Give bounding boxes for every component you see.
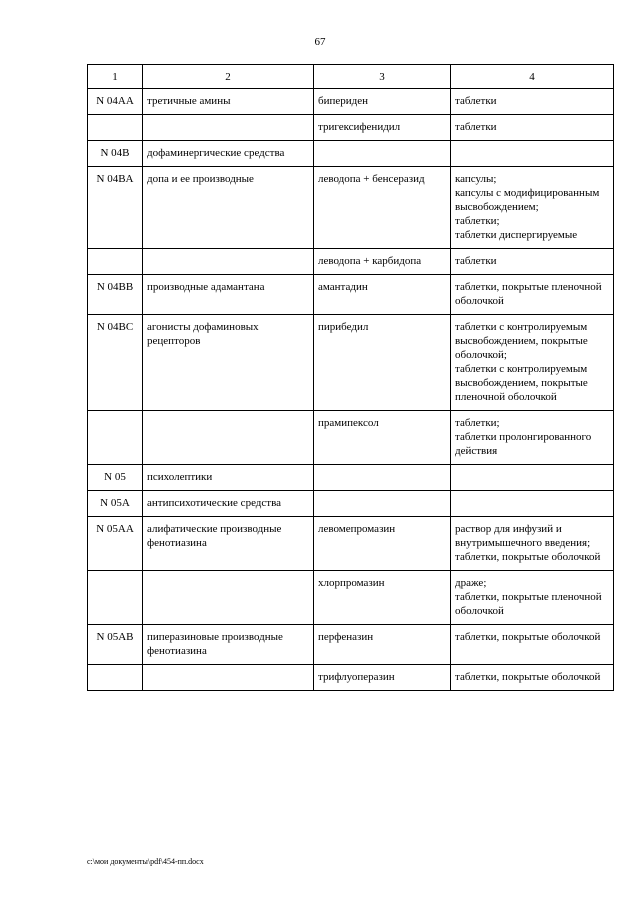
header-cell: 4 xyxy=(451,65,614,89)
table-row xyxy=(88,249,614,275)
table-row xyxy=(88,115,614,141)
header-cell: 3 xyxy=(314,65,451,89)
dosage-forms-cell xyxy=(451,571,614,625)
group-name-cell xyxy=(143,115,314,141)
dosage-form-line: таблетки, покрытые пленочной оболочкой xyxy=(455,591,602,617)
dosage-form-line: таблетки xyxy=(455,121,497,133)
table-row xyxy=(88,465,614,491)
header-cell: 1 xyxy=(88,65,143,89)
group-name-cell xyxy=(143,665,314,691)
dosage-forms-cell xyxy=(451,275,614,315)
dosage-form-line: таблетки xyxy=(455,95,497,107)
dosage-forms-cell xyxy=(451,167,614,249)
group-name-cell xyxy=(143,571,314,625)
atc-code-cell: N 05AB xyxy=(88,625,143,665)
dosage-forms-cell xyxy=(451,411,614,465)
header-cell: 2 xyxy=(143,65,314,89)
group-name-cell: пиперазиновые производные фенотиазина xyxy=(143,625,314,665)
dosage-forms-cell xyxy=(451,115,614,141)
group-name-cell xyxy=(143,249,314,275)
table-row xyxy=(88,665,614,691)
atc-code-cell: N 04BC xyxy=(88,315,143,411)
group-name-cell: агонисты дофаминовых рецепторов xyxy=(143,315,314,411)
group-name-cell: производные адамантана xyxy=(143,275,314,315)
drug-name-cell xyxy=(314,465,451,491)
dosage-form-line: раствор для инфузий и внутримышечного введения; xyxy=(455,523,591,549)
atc-code-cell: N 04AA xyxy=(88,89,143,115)
group-name-cell: третичные амины xyxy=(143,89,314,115)
dosage-forms-cell xyxy=(451,89,614,115)
drug-name-cell: перфеназин xyxy=(314,625,451,665)
drug-name-cell: хлорпромазин xyxy=(314,571,451,625)
drug-name-cell: тригексифенидил xyxy=(314,115,451,141)
table-row xyxy=(88,275,614,315)
table-row xyxy=(88,167,614,249)
drug-table xyxy=(87,64,614,691)
table-row xyxy=(88,491,614,517)
atc-code-cell: N 04BA xyxy=(88,167,143,249)
dosage-form-line: таблетки диспергируемые xyxy=(455,229,578,241)
atc-code-cell: N 05AA xyxy=(88,517,143,571)
drug-name-cell: прамипексол xyxy=(314,411,451,465)
dosage-forms-cell xyxy=(451,465,614,491)
group-name-cell: дофаминергические средства xyxy=(143,141,314,167)
dosage-forms-cell xyxy=(451,625,614,665)
dosage-forms-cell xyxy=(451,249,614,275)
atc-code-cell: N 04BB xyxy=(88,275,143,315)
drug-name-cell: пирибедил xyxy=(314,315,451,411)
drug-name-cell: амантадин xyxy=(314,275,451,315)
atc-code-cell xyxy=(88,411,143,465)
drug-name-cell: трифлуоперазин xyxy=(314,665,451,691)
dosage-form-line: капсулы с модифицированным высвобождением; xyxy=(455,187,600,213)
dosage-form-line: таблетки; xyxy=(455,215,500,227)
dosage-form-line: таблетки пролонгированного действия xyxy=(455,431,592,457)
dosage-forms-cell xyxy=(451,315,614,411)
dosage-form-line: драже; xyxy=(455,577,487,589)
drug-name-cell xyxy=(314,491,451,517)
drug-name-cell xyxy=(314,141,451,167)
group-name-cell: алифатические производные фенотиазина xyxy=(143,517,314,571)
dosage-form-line: таблетки, покрытые оболочкой xyxy=(455,551,601,563)
group-name-cell xyxy=(143,411,314,465)
table-row xyxy=(88,411,614,465)
dosage-form-line: таблетки с контролируемым высвобождением, покрытые оболочкой; xyxy=(455,321,588,361)
atc-code-cell xyxy=(88,249,143,275)
drug-name-cell: леводопа + карбидопа xyxy=(314,249,451,275)
footer-file-path: c:\мои документы\pdf\454-пп.docx xyxy=(87,857,204,866)
group-name-cell: антипсихотические средства xyxy=(143,491,314,517)
dosage-form-line: таблетки xyxy=(455,255,497,267)
dosage-forms-cell xyxy=(451,517,614,571)
atc-code-cell xyxy=(88,665,143,691)
atc-code-cell: N 05A xyxy=(88,491,143,517)
table-header-row xyxy=(88,65,614,89)
table-row xyxy=(88,89,614,115)
table-row xyxy=(88,315,614,411)
atc-code-cell xyxy=(88,115,143,141)
atc-code-cell xyxy=(88,571,143,625)
dosage-form-line: таблетки, покрытые оболочкой xyxy=(455,671,601,683)
atc-code-cell: N 04B xyxy=(88,141,143,167)
dosage-form-line: таблетки; xyxy=(455,417,500,429)
group-name-cell: допа и ее производные xyxy=(143,167,314,249)
dosage-form-line: таблетки, покрытые оболочкой xyxy=(455,631,601,643)
drug-name-cell: левомепромазин xyxy=(314,517,451,571)
group-name-cell: психолептики xyxy=(143,465,314,491)
drug-name-cell: бипериден xyxy=(314,89,451,115)
page-number: 67 xyxy=(314,36,326,48)
table-row xyxy=(88,571,614,625)
dosage-form-line: капсулы; xyxy=(455,173,497,185)
table-row xyxy=(88,625,614,665)
dosage-form-line: таблетки с контролируемым высвобождением, покрытые пленочной оболочкой xyxy=(455,363,588,403)
table-row xyxy=(88,517,614,571)
dosage-forms-cell xyxy=(451,141,614,167)
dosage-form-line: таблетки, покрытые пленочной оболочкой xyxy=(455,281,602,307)
atc-code-cell: N 05 xyxy=(88,465,143,491)
drug-name-cell: леводопа + бенсеразид xyxy=(314,167,451,249)
table-row xyxy=(88,141,614,167)
dosage-forms-cell xyxy=(451,665,614,691)
dosage-forms-cell xyxy=(451,491,614,517)
